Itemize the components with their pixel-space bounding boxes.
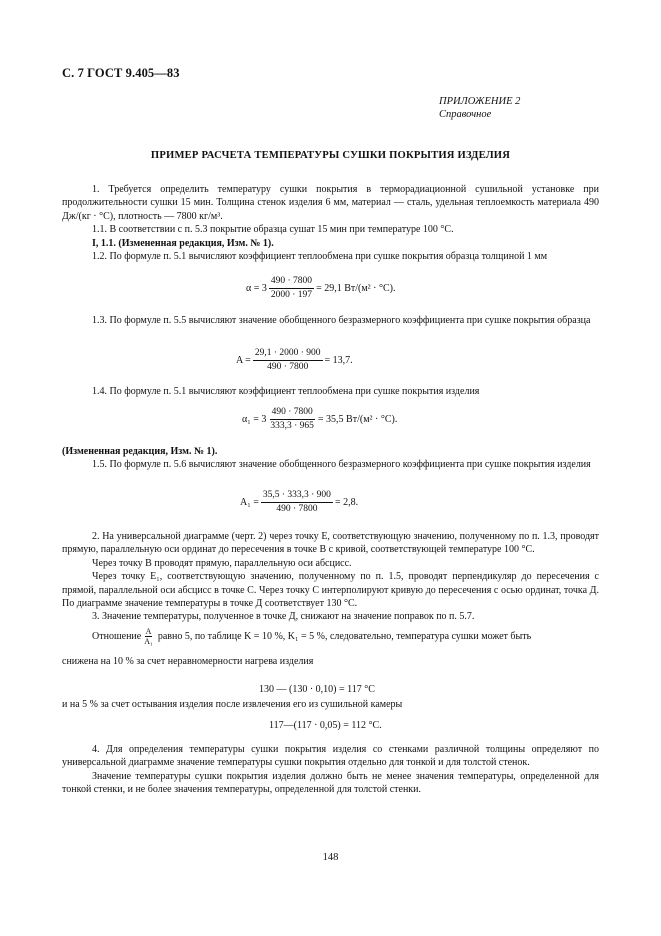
page-header: С. 7 ГОСТ 9.405—83 — [62, 66, 180, 80]
ratio-prefix: Отношение — [92, 630, 142, 642]
formula-a1-denominator: 490 · 7800 — [276, 504, 318, 514]
formula-alpha1-rhs: = 35,5 Вт/(м² · °С). — [317, 414, 398, 425]
page-number: 148 — [322, 852, 339, 863]
edit-note-2: (Измененная редакция, Изм. № 1). — [62, 446, 218, 457]
formula-alpha-rhs: = 29,1 Вт/(м² · °С). — [316, 283, 396, 294]
paragraph-3: 3. Значение температуры, полученное в точке Д, снижают на значение поправок по п. 5.7. — [92, 611, 475, 623]
section-1-5 — [62, 445, 599, 472]
formula-a — [236, 348, 353, 373]
appendix-title: ПРИЛОЖЕНИЕ 2 — [439, 96, 521, 107]
formula-a-numerator: 29,1 · 2000 · 900 — [253, 348, 323, 361]
formula-alpha-numerator: 490 · 7800 — [269, 276, 314, 289]
formula-117: 130 — (130 · 0,10) = 117 °С — [259, 684, 375, 695]
formula-a-lhs: A = — [236, 355, 251, 366]
formula-112: 117—(117 · 0,05) = 112 °С. — [269, 720, 382, 731]
formula-alpha-fraction — [269, 276, 314, 301]
paragraph-2b: Через точку B проводят прямую, параллельную оси абсцисс. — [92, 557, 352, 569]
section-4 — [62, 743, 599, 797]
formula-alpha1 — [242, 407, 397, 432]
ratio-suffix: равно 5, по таблице K = 10 %, K₁ = 5 %, следовательно, температура сушки может быть — [157, 630, 532, 642]
formula-alpha — [246, 276, 396, 301]
ratio-denominator: A₁ — [144, 637, 153, 646]
section-1-4 — [62, 385, 599, 398]
formula-a-rhs: = 13,7. — [324, 355, 353, 366]
paragraph-1-1: 1.1. В соответствии с п. 5.3 покрытие образца сушат 15 мин при температуре 100 °С. — [92, 224, 454, 236]
ratio-numerator: A — [145, 627, 152, 636]
section-2 — [62, 530, 599, 624]
appendix-label — [439, 95, 599, 121]
paragraph-1-5: 1.5. По формуле п. 5.6 вычисляют значение обобщенного безразмерного коэффициента при сушке покрытия изделия — [92, 459, 591, 471]
paragraph-1-2: 1.2. По формуле п. 5.1 вычисляют коэффициент теплообмена при сушке покрытия образца толщиной 1 мм — [92, 251, 548, 263]
formula-a1-rhs: = 2,8. — [334, 497, 359, 508]
paragraph-4b: Значение температуры сушки покрытия изделия должно быть не менее значения температуры, определенной для тонкой стенки, и не более значения температуры, определенной для толстой стенки. — [62, 770, 599, 796]
formula-alpha-lhs: α = 3 — [246, 283, 267, 294]
formula-alpha1-lhs: α₁ = 3 — [242, 414, 267, 425]
formula-a-denominator: 490 · 7800 — [267, 362, 309, 372]
paragraph-3c: и на 5 % за счет остывания изделия после извлечения его из сушильной камеры — [62, 699, 403, 710]
formula-alpha1-denominator: 333,3 · 965 — [270, 421, 314, 431]
paragraph-1-3: 1.3. По формуле п. 5.5 вычисляют значение обобщенного безразмерного коэффициента при сушке покрытия образца — [92, 315, 591, 326]
paragraph-2c: Через точку E₁, соответствующую значению, полученному по п. 1.5, проводят перпендикуляр до пересечения с прямой, параллельной оси абсцисс в точке C. Через точку C интерполируют кривую до пересечения с осью ординат, точка Д. По диаграмме значение температуры в точке Д соответствует 130 °С. — [62, 571, 599, 610]
formula-a1-lhs: A₁ = — [240, 497, 259, 508]
appendix-subtitle: Справочное — [439, 109, 492, 120]
paragraph-4: 4. Для определения температуры сушки покрытия изделия со стенками различной толщины определяют по универсальной диаграмме значение температуры сушки покрытия отдельно для тонкой и для толстой стенок. — [62, 744, 599, 769]
paragraph-2: 2. На универсальной диаграмме (черт. 2) через точку E, соответствующую значению, полученному по п. 1.3, проводят прямую, параллельную оси ординат до пересечения в точке B с кривой, соответствующей температуре 100 °С. — [62, 531, 599, 556]
section-3c — [62, 698, 599, 711]
section-3b — [62, 655, 599, 668]
paragraph-3b: снижена на 10 % за счет неравномерности нагрева изделия — [62, 656, 314, 667]
ratio-line — [62, 627, 599, 646]
edit-note-1: I, 1.1. (Измененная редакция, Изм. № 1). — [92, 237, 274, 249]
paragraph-1-4: 1.4. По формуле п. 5.1 вычисляют коэффициент теплообмена при сушке покрытия изделия — [92, 386, 480, 397]
document-title: ПРИМЕР РАСЧЕТА ТЕМПЕРАТУРЫ СУШКИ ПОКРЫТИЯ ИЗДЕЛИЯ — [150, 150, 511, 161]
formula-a1-fraction — [261, 490, 333, 515]
section-1-3 — [62, 314, 599, 327]
formula-alpha-denominator: 2000 · 197 — [270, 290, 313, 300]
formula-a1 — [240, 490, 358, 515]
ratio-fraction — [143, 627, 154, 646]
formula-alpha1-numerator: 490 · 7800 — [270, 407, 315, 420]
section-1 — [62, 183, 599, 263]
formula-a-fraction — [253, 348, 323, 373]
formula-a1-numerator: 35,5 · 333,3 · 900 — [261, 490, 333, 503]
formula-alpha1-fraction — [268, 407, 316, 432]
paragraph-1: 1. Требуется определить температуру сушки покрытия в терморадиационной сушильной установке при продолжительности сушки 15 мин. Толщина стенок изделия 6 мм, материал — сталь, удельная теплоемкость материала 490 Дж/(кг · °С), плотность — 7800 кг/м³. — [62, 184, 599, 222]
